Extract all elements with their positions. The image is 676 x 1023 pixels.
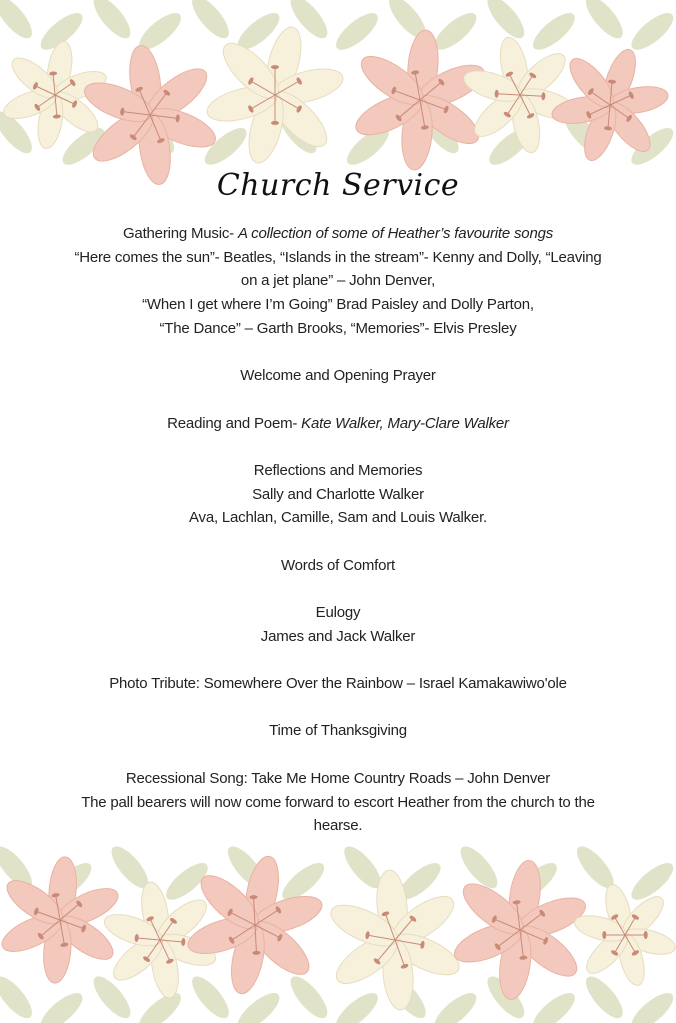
cream-lily xyxy=(563,872,676,999)
pink-lily xyxy=(443,851,597,1009)
leaf xyxy=(482,0,531,44)
service-order xyxy=(0,222,676,838)
leaf xyxy=(0,0,38,44)
lily-border-top xyxy=(0,0,676,185)
leaf xyxy=(0,971,38,1023)
recessional-song: Recessional Song: Take Me Home Country Roads – John Denver xyxy=(125,769,551,787)
leaf xyxy=(35,987,88,1023)
leaf xyxy=(186,0,235,44)
leaf xyxy=(528,987,581,1023)
welcome: Welcome and Opening Prayer xyxy=(240,367,436,385)
eulogy-names: James and Jack Walker xyxy=(260,627,416,645)
song-line: “When I get where I’m Going” Brad Paisley and Dolly Parton, xyxy=(142,296,534,314)
recessional-note: The pall bearers will now come forward to escort Heather from the church to the xyxy=(81,793,595,811)
song-line: “The Dance” – Garth Brooks, “Memories”- Elvis Presley xyxy=(159,319,517,337)
lily-border-bottom xyxy=(0,845,676,1023)
leaf xyxy=(626,7,676,56)
reflections-names: Sally and Charlotte Walker xyxy=(252,485,424,503)
reading-label: Reading and Poem- xyxy=(167,414,298,432)
leaf xyxy=(285,971,334,1023)
photo-tribute: Photo Tribute: Somewhere Over the Rainbow – Israel Kamakawiwo'ole xyxy=(109,675,567,693)
leaf xyxy=(580,0,629,44)
reading xyxy=(0,412,676,436)
eulogy-heading: Eulogy xyxy=(315,604,361,621)
recessional-note: hearse. xyxy=(313,817,363,835)
leaf xyxy=(331,7,384,56)
words-of-comfort: Words of Comfort xyxy=(280,556,396,574)
song-line: “Here comes the sun”- Beatles, “Islands in the stream”- Kenny and Dolly, “Leaving xyxy=(74,248,602,266)
gathering-music xyxy=(0,222,676,246)
gathering-subtitle: A collection of some of Heather’s favourite songs xyxy=(237,225,554,242)
reflections-names: Ava, Lachlan, Camille, Sam and Louis Walker. xyxy=(188,509,488,527)
leaf xyxy=(429,987,482,1023)
song-line: on a jet plane” – John Denver, xyxy=(240,272,436,290)
reflections-heading: Reflections and Memories xyxy=(253,461,423,479)
leaf xyxy=(528,7,581,56)
leaf xyxy=(186,971,235,1023)
page-title: Church Service xyxy=(216,168,460,203)
leaf xyxy=(580,971,629,1023)
cream-lily xyxy=(321,864,469,1015)
reading-names: Kate Walker, Mary-Clare Walker xyxy=(301,414,509,432)
leaf xyxy=(134,987,187,1023)
leaf xyxy=(331,987,384,1023)
thanksgiving: Time of Thanksgiving xyxy=(269,722,407,740)
leaf xyxy=(626,987,676,1023)
leaf xyxy=(88,0,137,44)
gathering-label: Gathering Music- xyxy=(122,225,234,242)
pink-lily xyxy=(73,36,227,185)
